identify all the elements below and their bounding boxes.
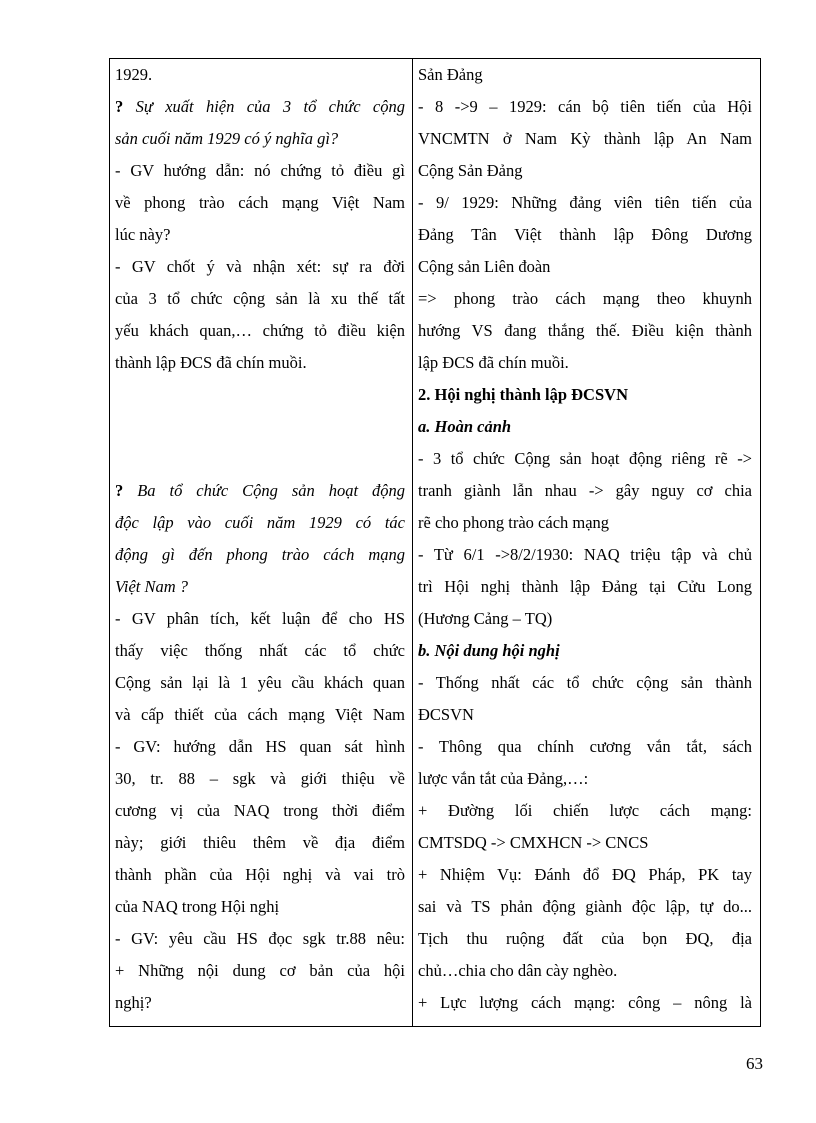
line-text: chủ…chia cho dân cày nghèo.	[418, 961, 618, 980]
text-line	[418, 123, 752, 155]
line-text: + Những nội dung cơ bản của hội	[115, 961, 405, 980]
line-text: về phong trào cách mạng Việt Nam	[115, 193, 405, 212]
line-text: (Hương Cảng – TQ)	[418, 609, 553, 628]
text-line	[115, 635, 405, 667]
text-line	[418, 635, 752, 667]
text-line	[115, 155, 405, 187]
line-text: Việt Nam ?	[115, 577, 189, 596]
line-text: Sản Đảng	[418, 65, 483, 84]
text-line	[418, 859, 752, 891]
text-line	[115, 955, 405, 987]
line-text: tranh giành lẫn nhau -> gây nguy cơ chia	[418, 481, 752, 500]
line-text: này; giới thiêu thêm về địa điểm	[115, 833, 405, 852]
question-mark: ?	[115, 97, 136, 116]
text-line	[418, 379, 752, 411]
text-line	[115, 123, 405, 155]
line-text: CMTSDQ -> CMXHCN -> CNCS	[418, 833, 649, 852]
text-line	[418, 411, 752, 443]
text-line	[418, 443, 752, 475]
line-text: - Thông qua chính cương vắn tắt, sách	[418, 737, 752, 756]
line-text: cương vị của NAQ trong thời điểm	[115, 801, 405, 820]
line-text: hướng VS đang thắng thế. Điều kiện thành	[418, 321, 752, 340]
line-text: + Nhiệm Vụ: Đánh đổ ĐQ Pháp, PK tay	[418, 865, 752, 884]
text-line	[115, 667, 405, 699]
line-text: + Lực lượng cách mạng: công – nông là	[418, 993, 752, 1012]
line-text: thành lập ĐCS đã chín muồi.	[115, 353, 307, 372]
text-line	[115, 763, 405, 795]
text-line	[115, 283, 405, 315]
text-line	[115, 91, 405, 123]
line-text: - GV: yêu cầu HS đọc sgk tr.88 nêu:	[115, 929, 405, 948]
text-line	[115, 379, 405, 411]
line-text: độc lập vào cuối năm 1929 có tác	[115, 513, 405, 532]
line-text: - GV hướng dẫn: nó chứng tỏ điều gì	[115, 161, 405, 180]
text-line	[115, 251, 405, 283]
line-text: sản cuối năm 1929 có ý nghĩa gì?	[115, 129, 339, 148]
line-text: thành phần của Hội nghị và vai trò	[115, 865, 405, 884]
text-line	[418, 475, 752, 507]
text-line	[418, 667, 752, 699]
line-text: - GV phân tích, kết luận để cho HS	[115, 609, 405, 628]
line-text: - 9/ 1929: Những đảng viên tiên tiến của	[418, 193, 752, 212]
lesson-table	[109, 58, 761, 1027]
line-text: - GV chốt ý và nhận xét: sự ra đời	[115, 257, 405, 276]
line-text: động gì đến phong trào cách mạng	[115, 545, 405, 564]
text-line	[115, 923, 405, 955]
line-text: 30, tr. 88 – sgk và giới thiệu về	[115, 769, 405, 788]
line-text: và cấp thiết của cách mạng Việt Nam	[115, 705, 405, 724]
line-text: Cộng sản Liên đoàn	[418, 257, 551, 276]
text-line	[115, 987, 405, 1019]
text-line	[115, 731, 405, 763]
line-text: Cộng sản lại là 1 yêu cầu khách quan	[115, 673, 405, 692]
text-line	[418, 251, 752, 283]
text-line	[418, 891, 752, 923]
line-text: của 3 tổ chức cộng sản là xu thế tất	[115, 289, 405, 308]
text-line	[418, 955, 752, 987]
text-line	[418, 795, 752, 827]
line-text: Đảng Tân Việt thành lập Đông Dương	[418, 225, 752, 244]
text-line	[418, 827, 752, 859]
text-line	[418, 315, 752, 347]
line-text: Tịch thu ruộng đất của bọn ĐQ, địa	[418, 929, 752, 948]
line-text: - 3 tổ chức Cộng sản hoạt động riêng rẽ ->	[418, 449, 752, 468]
line-text: 1929.	[115, 65, 153, 84]
page-number: 63	[746, 1054, 763, 1073]
line-text: a. Hoàn cảnh	[418, 417, 512, 436]
line-text: thấy việc thống nhất các tổ chức	[115, 641, 405, 660]
text-line	[418, 347, 752, 379]
text-line	[418, 987, 752, 1019]
line-text: trì Hội nghị thành lập Đảng tại Cửu Long	[418, 577, 752, 596]
text-line	[115, 411, 405, 443]
text-line	[115, 315, 405, 347]
line-text: ĐCSVN	[418, 705, 474, 724]
line-text: nghị?	[115, 993, 152, 1012]
text-line	[418, 283, 752, 315]
line-text: lập ĐCS đã chín muồi.	[418, 353, 569, 372]
text-line	[418, 763, 752, 795]
line-text: lược vắn tắt của Đảng,…:	[418, 769, 589, 788]
text-line	[418, 219, 752, 251]
line-text: => phong trào cách mạng theo khuynh	[418, 289, 752, 308]
line-text: 2. Hội nghị thành lập ĐCSVN	[418, 385, 628, 404]
text-line	[115, 443, 405, 475]
text-line	[115, 59, 405, 91]
text-line	[115, 507, 405, 539]
text-line	[418, 507, 752, 539]
line-text: yếu khách quan,… chứng tỏ điều kiện	[115, 321, 405, 340]
text-line	[115, 891, 405, 923]
question-mark: ?	[115, 481, 138, 500]
text-line	[418, 731, 752, 763]
text-line	[115, 571, 405, 603]
line-text: - Thống nhất các tổ chức cộng sản thành	[418, 673, 752, 692]
text-line	[115, 187, 405, 219]
line-text: rẽ cho phong trào cách mạng	[418, 513, 610, 532]
line-text: Cộng Sản Đảng	[418, 161, 523, 180]
text-line	[115, 699, 405, 731]
line-text: - Từ 6/1 ->8/2/1930: NAQ triệu tập và chủ	[418, 545, 752, 564]
column-divider	[412, 59, 413, 1026]
text-line	[418, 571, 752, 603]
text-line	[418, 603, 752, 635]
text-line	[115, 219, 405, 251]
line-text: - 8 ->9 – 1929: cán bộ tiên tiến của Hội	[418, 97, 752, 116]
text-line	[418, 187, 752, 219]
line-text: Sự xuất hiện của 3 tổ chức cộng	[135, 97, 405, 116]
line-text: của NAQ trong Hội nghị	[115, 897, 280, 916]
line-text: Ba tổ chức Cộng sản hoạt động	[137, 481, 405, 500]
text-line	[418, 699, 752, 731]
text-line	[115, 347, 405, 379]
text-line	[115, 603, 405, 635]
text-line	[115, 795, 405, 827]
text-line	[418, 91, 752, 123]
text-line	[115, 475, 405, 507]
line-text: - GV: hướng dẫn HS quan sát hình	[115, 737, 405, 756]
line-text: lúc này?	[115, 225, 171, 244]
line-text: + Đường lối chiến lược cách mạng:	[418, 801, 752, 820]
text-line	[115, 539, 405, 571]
text-line	[418, 923, 752, 955]
text-line	[418, 59, 752, 91]
line-text: b. Nội dung hội nghị	[418, 641, 560, 660]
text-line	[115, 859, 405, 891]
text-line	[418, 539, 752, 571]
text-line	[418, 155, 752, 187]
line-text: VNCMTN ở Nam Kỳ thành lập An Nam	[418, 129, 752, 148]
text-line	[115, 827, 405, 859]
line-text: sai và TS phản động giành độc lập, tự do...	[418, 897, 752, 916]
